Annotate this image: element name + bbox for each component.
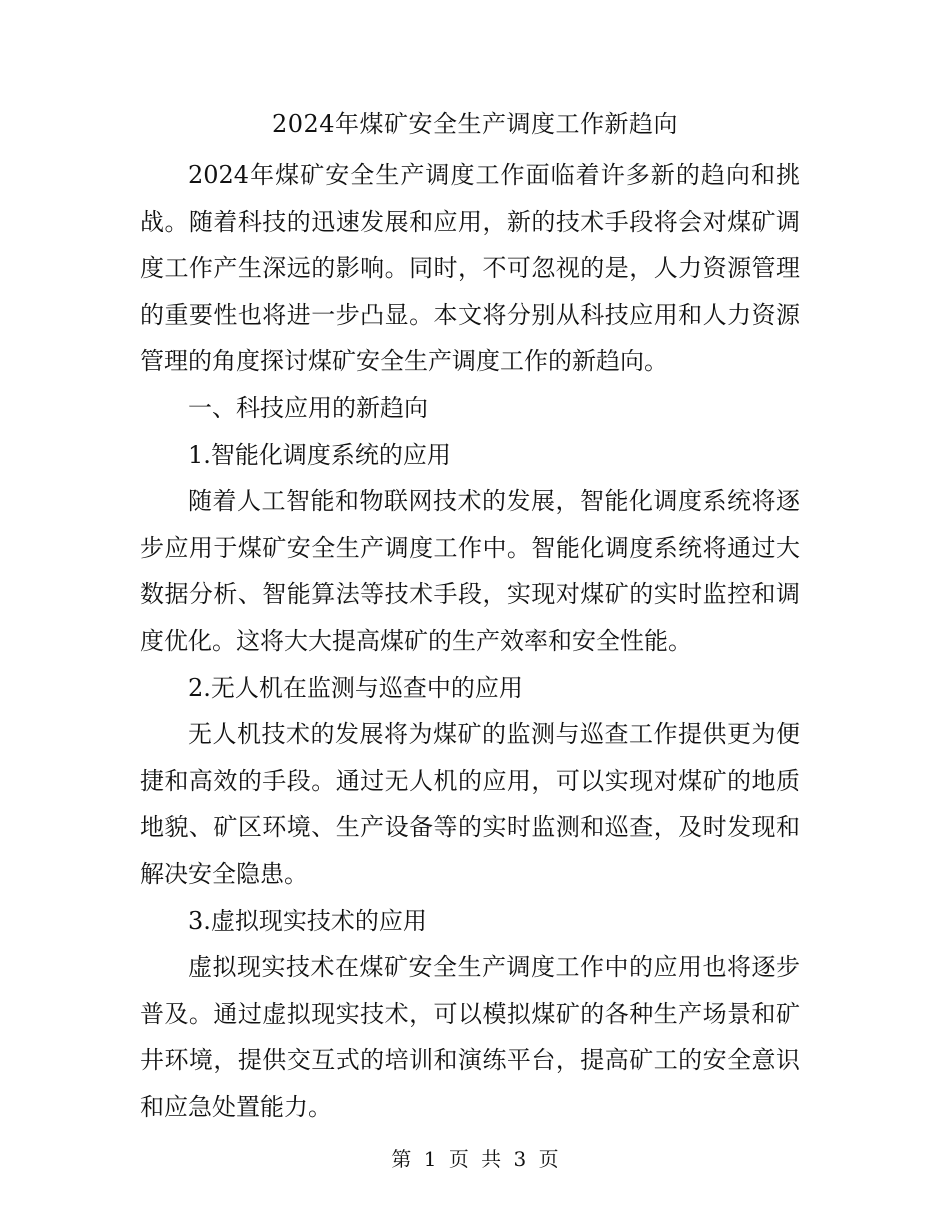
paragraph-virtual-reality: 虚拟现实技术在煤矿安全生产调度工作中的应用也将逐步普及。通过虚拟现实技术，可以模拟煤矿的各种生产场景和矿井环境，提供交互式的培训和演练平台，提高矿工的安全意识和应急处置能力。	[140, 953, 800, 1121]
section-heading-tech: 一、科技应用的新趋向	[188, 393, 428, 422]
subheading-intelligent-dispatch: 1.智能化调度系统的应用	[188, 440, 451, 469]
document-title: 2024年煤矿安全生产调度工作新趋向	[271, 110, 679, 138]
paragraph-intro: 2024年煤矿安全生产调度工作面临着许多新的趋向和挑战。随着科技的迅速发展和应用，新的技术手段将会对煤矿调度工作产生深远的影响。同时，不可忽视的是，人力资源管理的重要性也将进一步凸显。本文将分别从科技应用和人力资源管理的角度探讨煤矿安全生产调度工作的新趋向。	[140, 161, 800, 376]
subheading-virtual-reality: 3.虚拟现实技术的应用	[188, 906, 427, 935]
document-body	[140, 152, 800, 1130]
subheading-drone: 2.无人机在监测与巡查中的应用	[188, 673, 523, 702]
page-number-footer: 第 1 页 共 3 页	[391, 1147, 559, 1171]
paragraph-intelligent-dispatch: 随着人工智能和物联网技术的发展，智能化调度系统将逐步应用于煤矿安全生产调度工作中。智能化调度系统将通过大数据分析、智能算法等技术手段，实现对煤矿的实时监控和调度优化。这将大大提高煤矿的生产效率和安全性能。	[140, 487, 800, 655]
paragraph-drone: 无人机技术的发展将为煤矿的监测与巡查工作提供更为便捷和高效的手段。通过无人机的应用，可以实现对煤矿的地质地貌、矿区环境、生产设备等的实时监测和巡查，及时发现和解决安全隐患。	[140, 720, 800, 888]
